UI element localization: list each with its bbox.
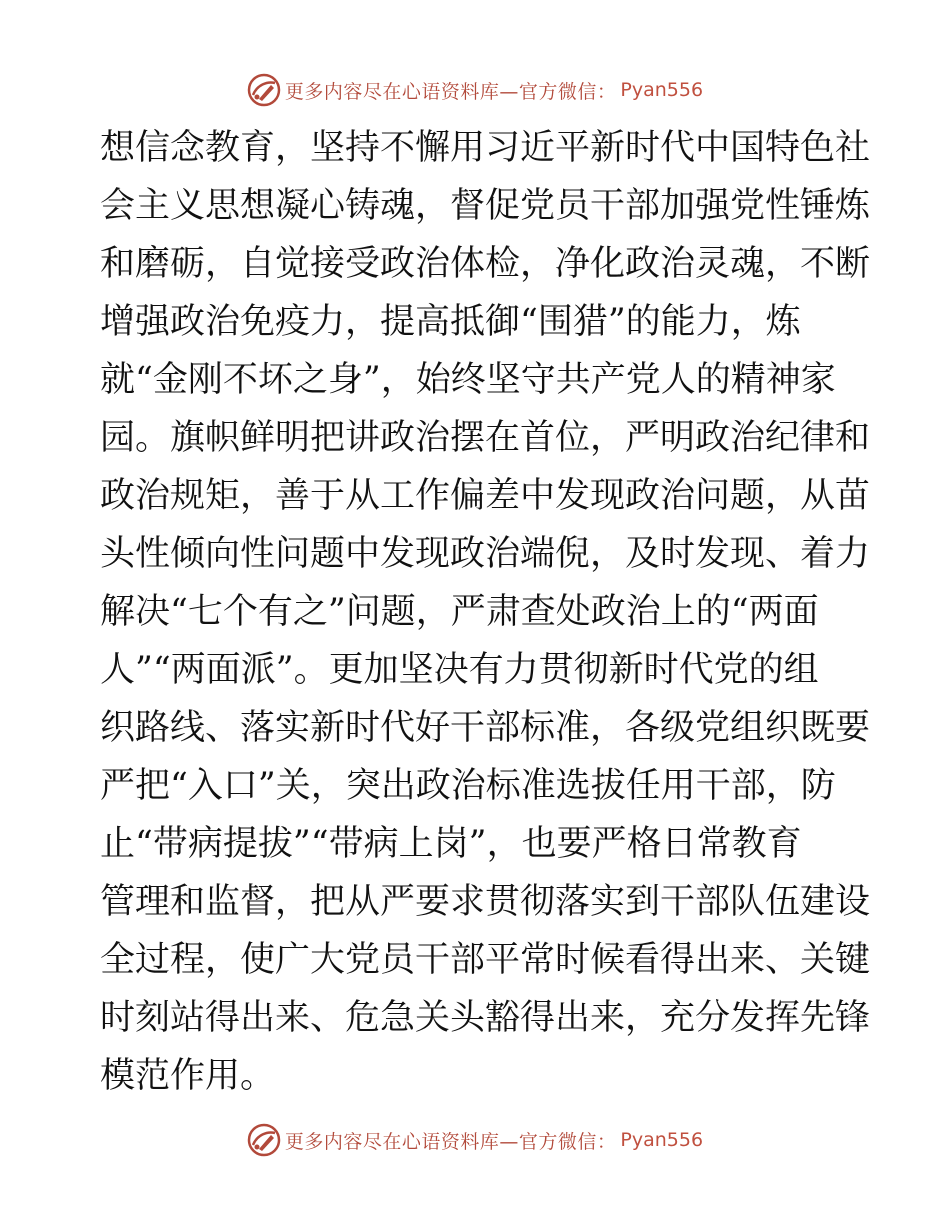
header-banner-handle: Pyan556 xyxy=(620,79,704,101)
pen-swirl-logo-icon xyxy=(247,73,281,107)
body-line: 就“金刚不坏之身”，始终坚守共产党人的精神家 xyxy=(100,360,836,400)
body-line: 想信念教育，坚持不懈用习近平新时代中国特色社 xyxy=(100,128,871,168)
pen-swirl-logo-icon xyxy=(247,1123,281,1157)
body-line: 严把“入口”关，突出政治标准选拔任用干部，防 xyxy=(100,766,836,806)
body-line: 管理和监督，把从严要求贯彻落实到干部队伍建设 xyxy=(100,882,871,922)
body-line: 政治规矩，善于从工作偏差中发现政治问题，从苗 xyxy=(100,476,871,516)
body-line: 织路线、落实新时代好干部标准，各级党组织既要 xyxy=(100,708,871,748)
body-line: 园。旗帜鲜明把讲政治摆在首位，严明政治纪律和 xyxy=(100,418,871,458)
body-line: 全过程，使广大党员干部平常时候看得出来、关键 xyxy=(100,940,871,980)
body-line: 止“带病提拔”“带病上岗”，也要严格日常教育 xyxy=(100,824,802,864)
body-line: 时刻站得出来、危急关头豁得出来，充分发挥先锋 xyxy=(100,998,871,1038)
header-banner-text: 更多内容尽在心语资料库—官方微信： xyxy=(284,80,617,103)
body-line: 头性倾向性问题中发现政治端倪，及时发现、着力 xyxy=(100,534,871,574)
header-banner xyxy=(0,72,950,108)
footer-banner-handle: Pyan556 xyxy=(620,1129,704,1151)
body-line: 增强政治免疫力，提高抵御“围猎”的能力，炼 xyxy=(100,302,801,342)
footer-banner-text: 更多内容尽在心语资料库—官方微信： xyxy=(284,1130,617,1153)
body-line: 人”“两面派”。更加坚决有力贯彻新时代党的组 xyxy=(100,650,819,690)
body-line: 会主义思想凝心铸魂，督促党员干部加强党性锤炼 xyxy=(100,186,871,226)
footer-banner xyxy=(0,1122,950,1158)
body-line: 解决“七个有之”问题，严肃查处政治上的“两面 xyxy=(100,592,819,632)
body-line: 和磨砺，自觉接受政治体检，净化政治灵魂，不断 xyxy=(100,244,871,284)
body-line: 模范作用。 xyxy=(100,1056,276,1096)
